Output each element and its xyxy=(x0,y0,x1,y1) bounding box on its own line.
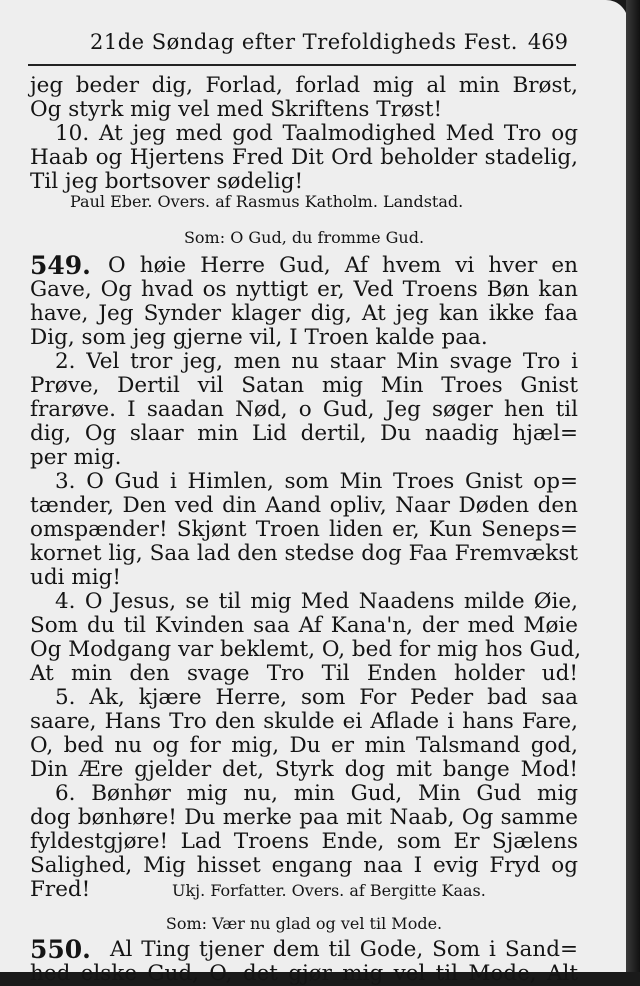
text-line: omspænder! Skjønt Troen liden er, Kun Seneps= xyxy=(30,517,578,542)
verse-start: 5. Ak, kjære Herre, som For Peder bad saa xyxy=(55,685,578,710)
page-edge xyxy=(626,0,640,972)
text-line: Din Ære gjelder det, Styrk dog mit bange Mod! xyxy=(30,757,578,782)
text-line: frarøve. I saadan Nød, o Gud, Jeg søger hen til xyxy=(30,397,578,422)
verse-start: 6. Bønhør mig nu, min Gud, Min Gud mig xyxy=(55,781,578,806)
text-line: O høie Herre Gud, Af hvem vi hver en xyxy=(108,253,578,278)
text-line: Gave, Og hvad os nyttigt er, Ved Troens Bøn kan xyxy=(30,277,578,302)
text-line: tænder, Den ved din Aand opliv, Naar Døden den xyxy=(30,493,578,518)
hymn-credit: Paul Eber. Overs. af Rasmus Katholm. Landstad. xyxy=(70,192,464,211)
hymn-number: 549. xyxy=(30,251,91,280)
text-line: Haab og Hjertens Fred Dit Ord beholder stadelig, xyxy=(30,145,578,170)
text-line: Og Modgang var beklemt, O, bed for mig hos Gud, xyxy=(30,637,582,662)
text-line: Prøve, Dertil vil Satan mig Min Troes Gnist xyxy=(30,373,578,398)
text-line: have, Jeg Synder klager dig, At jeg kan ikke faa xyxy=(30,301,578,326)
verse-start: 10. At jeg med god Taalmodighed Med Tro og xyxy=(55,121,578,146)
verse-start: 4. O Jesus, se til mig Med Naadens milde Øie, xyxy=(55,589,578,614)
melody-note: Som: Vær nu glad og vel til Mode. xyxy=(165,914,443,933)
text-line: hed elske Gud, O, det gjør mig vel til Mode, Alt xyxy=(30,961,578,986)
text-line: kornet lig, Saa lad den stedse dog Faa Fremvækst xyxy=(30,541,578,566)
hymn-credit: Ukj. Forfatter. Overs. af Bergitte Kaas. xyxy=(172,881,486,900)
text-line: Og styrk mig vel med Skriftens Trøst! xyxy=(30,97,443,122)
text-line: per mig. xyxy=(30,445,122,470)
verse-start: 3. O Gud i Himlen, som Min Troes Gnist op= xyxy=(55,469,578,494)
text-line: Til jeg bortsover sødelig! xyxy=(30,169,304,194)
text-line: dog bønhøre! Du merke paa mit Naab, Og samme xyxy=(30,805,578,830)
text-line: Som du til Kvinden saa Af Kana'n, der med Møie xyxy=(30,613,578,638)
hymn-number: 550. xyxy=(30,935,91,964)
text-line: Salighed, Mig hisset engang naa I evig Fryd og xyxy=(30,853,578,878)
page-number: 469 xyxy=(527,30,568,54)
text-line: udi mig! xyxy=(30,565,121,590)
melody-note: Som: O Gud, du fromme Gud. xyxy=(183,228,425,247)
page-header xyxy=(28,30,576,66)
text-line: Fred! xyxy=(30,877,91,902)
text-line: Al Ting tjener dem til Gode, Som i Sand= xyxy=(110,937,578,962)
text-line: jeg beder dig, Forlad, forlad mig al min Brøst, xyxy=(30,73,578,98)
text-line: dig, Og slaar min Lid dertil, Du naadig hjæl= xyxy=(30,421,578,446)
text-line: saare, Hans Tro den skulde ei Aflade i hans Fare, xyxy=(30,709,578,734)
text-line: At min den svage Tro Til Enden holder ud! xyxy=(30,661,578,686)
running-title: 21de Søndag efter Trefoldigheds Fest. xyxy=(90,30,518,54)
text-line: Dig, som jeg gjerne vil, I Troen kalde paa. xyxy=(30,325,488,350)
verse-start: 2. Vel tror jeg, men nu staar Min svage Tro i xyxy=(55,349,578,374)
text-line: O, bed nu og for mig, Du er min Talsmand god, xyxy=(30,733,578,758)
text-line: fyldestgjøre! Lad Troens Ende, som Er Sjælens xyxy=(30,829,578,854)
